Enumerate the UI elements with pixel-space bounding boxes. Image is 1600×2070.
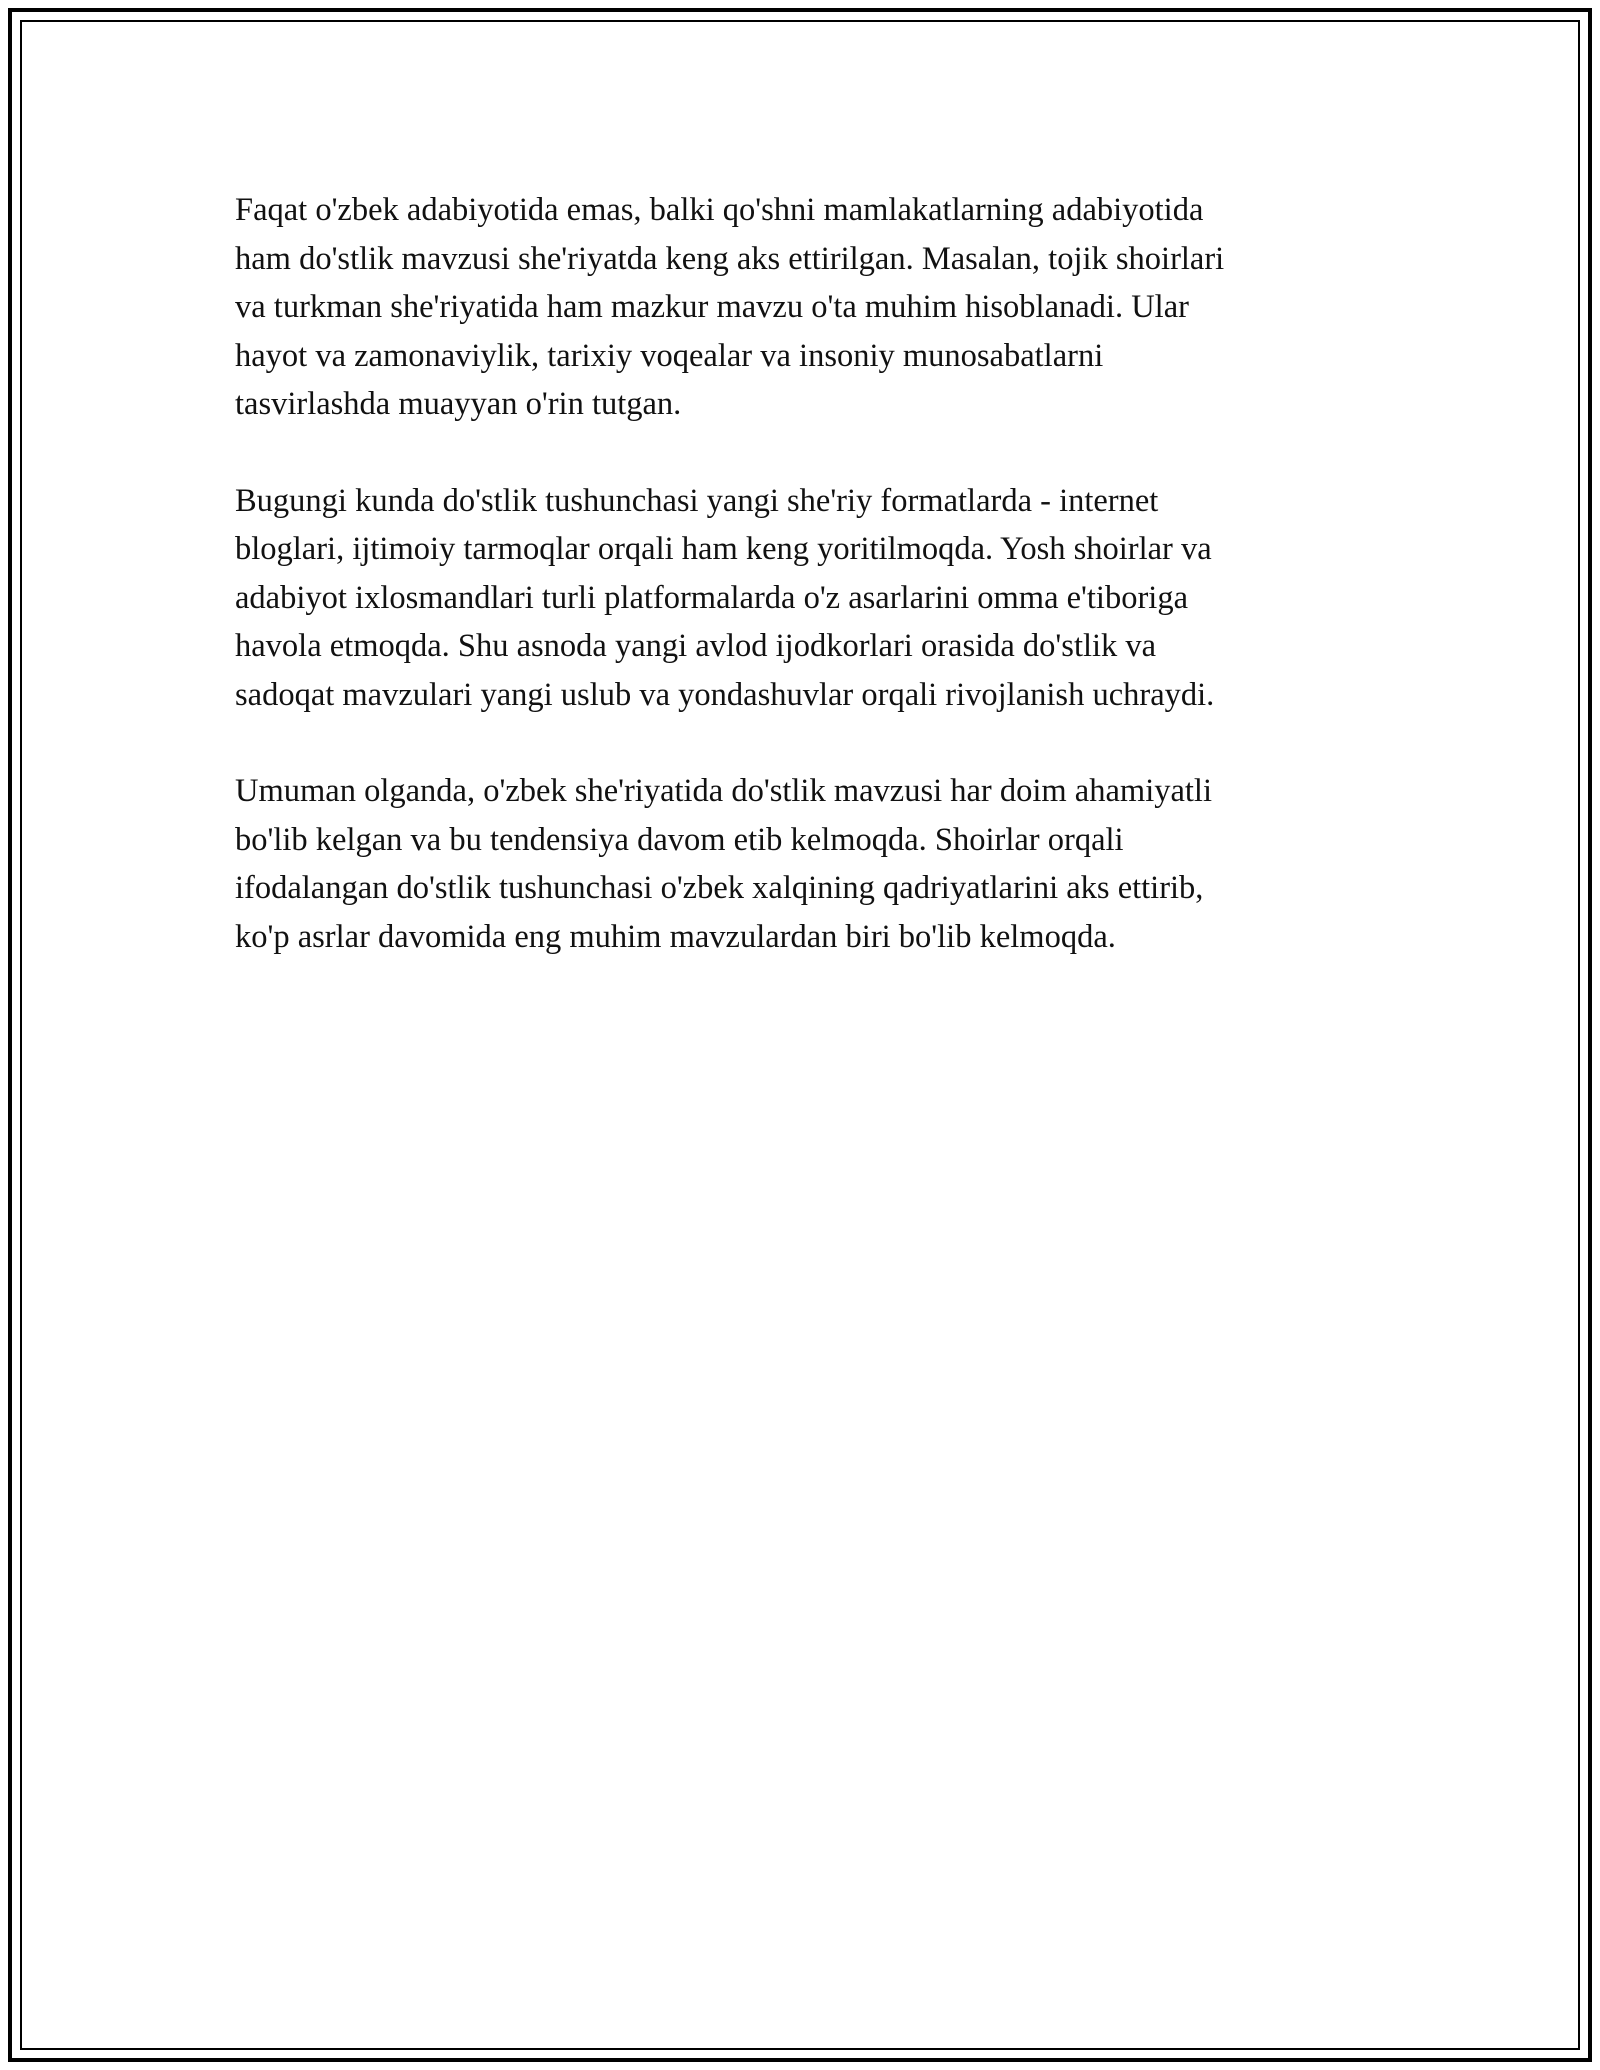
text-line: ko'p asrlar davomida eng muhim mavzulardan biri bo'lib kelmoqda. xyxy=(235,918,1116,955)
text-line: tasvirlashda muayyan o'rin tutgan. xyxy=(235,386,682,422)
text-line: ifodalangan do'stlik tushunchasi o'zbek xalqining qadriyatlarini aks ettirib, xyxy=(235,870,1204,906)
text-line: sadoqat mavzulari yangi uslub va yondashuvlar orqali rivojlanish uchraydi. xyxy=(235,676,1215,713)
paragraph-1 xyxy=(235,186,1365,429)
text-line: bloglari, ijtimoiy tarmoqlar orqali ham keng yoritilmoqda. Yosh shoirlar va xyxy=(235,531,1212,567)
text-line: Umuman olganda, o'zbek she'riyatida do'stlik mavzusi har doim ahamiyatli xyxy=(235,773,1212,809)
text-line: va turkman she'riyatida ham mazkur mavzu o'ta muhim hisoblanadi. Ular xyxy=(235,289,1189,325)
text-line: Bugungi kunda do'stlik tushunchasi yangi she'riy formatlarda - internet xyxy=(235,482,1159,519)
text-line: adabiyot ixlosmandlari turli platformalarda o'z asarlarini omma e'tiboriga xyxy=(235,579,1188,616)
paragraph-3 xyxy=(235,767,1365,961)
text-line: havola etmoqda. Shu asnoda yangi avlod ijodkorlari orasida do'stlik va xyxy=(235,628,1157,664)
text-line: bo'lib kelgan va bu tendensiya davom etib kelmoqda. Shoirlar orqali xyxy=(235,821,1124,858)
text-line: ham do'stlik mavzusi she'riyatda keng aks ettirilgan. Masalan, tojik shoirlari xyxy=(235,240,1225,277)
text-line: Faqat o'zbek adabiyotida emas, balki qo'shni mamlakatlarning adabiyotida xyxy=(235,192,1204,228)
paragraph-2 xyxy=(235,477,1365,720)
text-line: hayot va zamonaviylik, tarixiy voqealar va insoniy munosabatlarni xyxy=(235,337,1104,374)
document-body xyxy=(235,186,1365,1009)
